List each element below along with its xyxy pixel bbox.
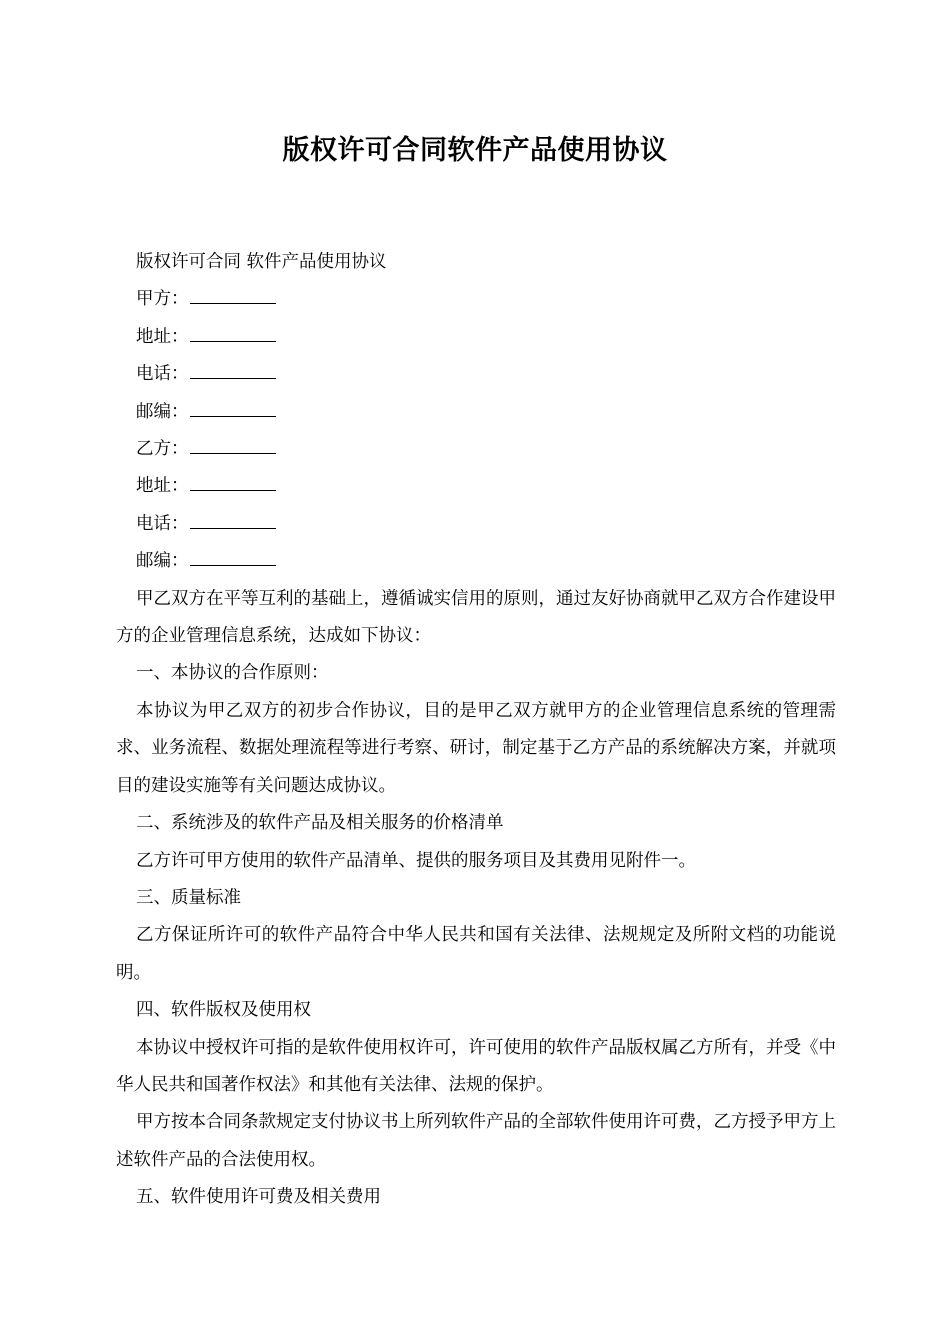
field-label: 甲方： (136, 289, 189, 310)
party-a-address-field (116, 319, 836, 356)
party-b-name-field (116, 431, 836, 468)
party-a-phone-field (116, 356, 836, 393)
section-3-paragraph: 乙方保证所许可的软件产品符合中华人民共和国有关法律、法规规定及所附文档的功能说明。 (116, 925, 836, 983)
fill-blank (190, 436, 276, 454)
party-a-name-field (116, 281, 836, 318)
fill-blank (190, 511, 276, 529)
fill-blank (190, 399, 276, 417)
field-label: 邮编： (136, 401, 189, 422)
section-1-heading: 一、本协议的合作原则： (136, 663, 329, 684)
fill-blank (190, 324, 276, 342)
section-2-paragraph: 乙方许可甲方使用的软件产品清单、提供的服务项目及其费用见附件一。 (136, 850, 696, 871)
section-4-heading: 四、软件版权及使用权 (136, 1000, 311, 1021)
section-5-heading: 五、软件使用许可费及相关费用 (136, 1187, 381, 1208)
fill-blank (190, 548, 276, 566)
party-b-phone-field (116, 506, 836, 543)
field-label: 邮编： (136, 551, 189, 572)
document-subtitle: 版权许可合同 软件产品使用协议 (136, 252, 387, 272)
field-label: 电话： (136, 513, 189, 534)
party-a-postcode-field (116, 394, 836, 431)
section-1-paragraph: 本协议为甲乙双方的初步合作协议，目的是甲乙双方就甲方的企业管理信息系统的管理需求、业务流程、数据处理流程等进行考察、研讨，制定基于乙方产品的系统解决方案，并就项目的建设实施等有关问题达成协议。 (116, 700, 836, 796)
document-body (116, 244, 836, 1217)
section-4-paragraph-1: 本协议中授权许可指的是软件使用权许可，许可使用的软件产品版权属乙方所有，并受《中华人民共和国著作权法》和其他有关法律、法规的保护。 (116, 1037, 836, 1095)
document-title: 版权许可合同软件产品使用协议 (282, 135, 668, 166)
party-b-postcode-field (116, 543, 836, 580)
section-4-paragraph-2: 甲方按本合同条款规定支付协议书上所列软件产品的全部软件使用许可费，乙方授予甲方上述软件产品的合法使用权。 (116, 1112, 836, 1170)
field-label: 地址： (136, 326, 189, 347)
fill-blank (190, 473, 276, 491)
field-label: 电话： (136, 364, 189, 385)
intro-paragraph: 甲乙双方在平等互利的基础上，遵循诚实信用的原则，通过友好协商就甲乙双方合作建设甲方的企业管理信息系统，达成如下协议： (116, 588, 836, 647)
fill-blank (190, 361, 276, 379)
section-3-heading: 三、质量标准 (136, 887, 241, 908)
field-label: 乙方： (136, 439, 189, 460)
field-label: 地址： (136, 476, 189, 497)
party-b-address-field (116, 468, 836, 505)
fill-blank (190, 286, 276, 304)
section-2-heading: 二、系统涉及的软件产品及相关服务的价格清单 (136, 813, 504, 834)
